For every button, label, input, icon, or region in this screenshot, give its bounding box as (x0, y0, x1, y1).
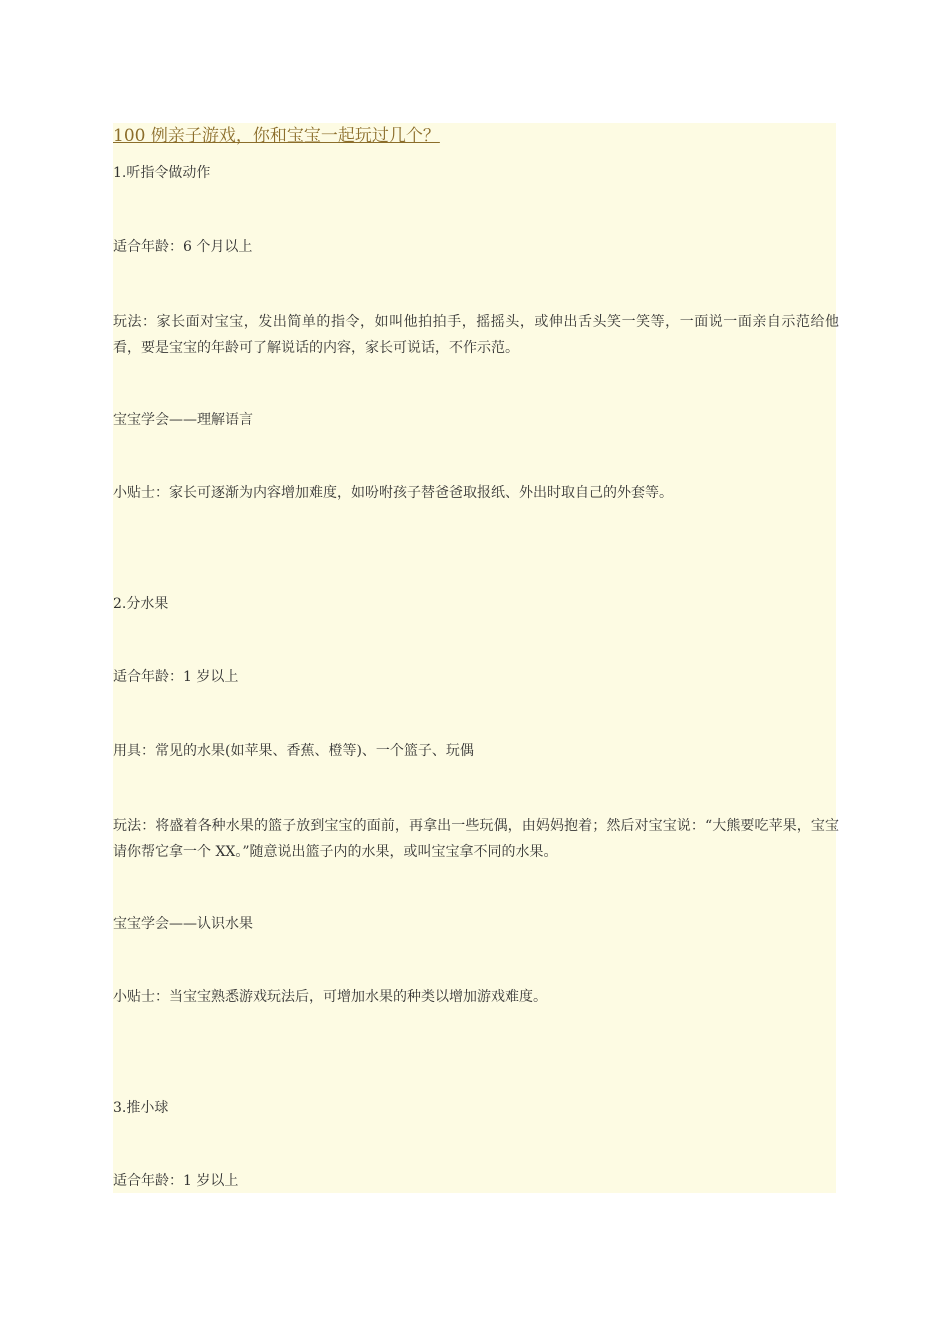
game-1-age: 适合年龄：6 个月以上 (113, 239, 253, 255)
game-1-play: 玩法：家长面对宝宝，发出简单的指令，如叫他拍拍手，摇摇头，或伸出舌头笑一笑等，一面说一面亲自示范给他看，要是宝宝的年龄可了解说话的内容，家长可说话，不作示范。 (113, 314, 839, 356)
game-1-learn: 宝宝学会——理解语言 (113, 412, 253, 428)
document-title[interactable]: 100 例亲子游戏，你和宝宝一起玩过几个？ (113, 126, 440, 146)
game-3-heading: 3.推小球 (113, 1100, 169, 1116)
game-2-tip: 小贴士：当宝宝熟悉游戏玩法后，可增加水果的种类以增加游戏难度。 (113, 989, 547, 1005)
game-2-heading: 2.分水果 (113, 596, 169, 612)
game-1-heading: 1.听指令做动作 (113, 165, 211, 181)
game-3-age: 适合年龄：1 岁以上 (113, 1173, 239, 1189)
content-background (113, 123, 836, 1193)
game-1-tip: 小贴士：家长可逐渐为内容增加难度，如吩咐孩子替爸爸取报纸、外出时取自己的外套等。 (113, 485, 673, 501)
game-2-learn: 宝宝学会——认识水果 (113, 916, 253, 932)
game-2-tools: 用具：常见的水果(如苹果、香蕉、橙等)、一个篮子、玩偶 (113, 743, 474, 759)
game-2-play: 玩法：将盛着各种水果的篮子放到宝宝的面前，再拿出一些玩偶，由妈妈抱着；然后对宝宝说：“大熊要吃苹果，宝宝请你帮它拿一个 XX。”随意说出篮子内的水果，或叫宝宝拿不同的水果。 (113, 818, 839, 860)
game-2-age: 适合年龄：1 岁以上 (113, 669, 239, 685)
